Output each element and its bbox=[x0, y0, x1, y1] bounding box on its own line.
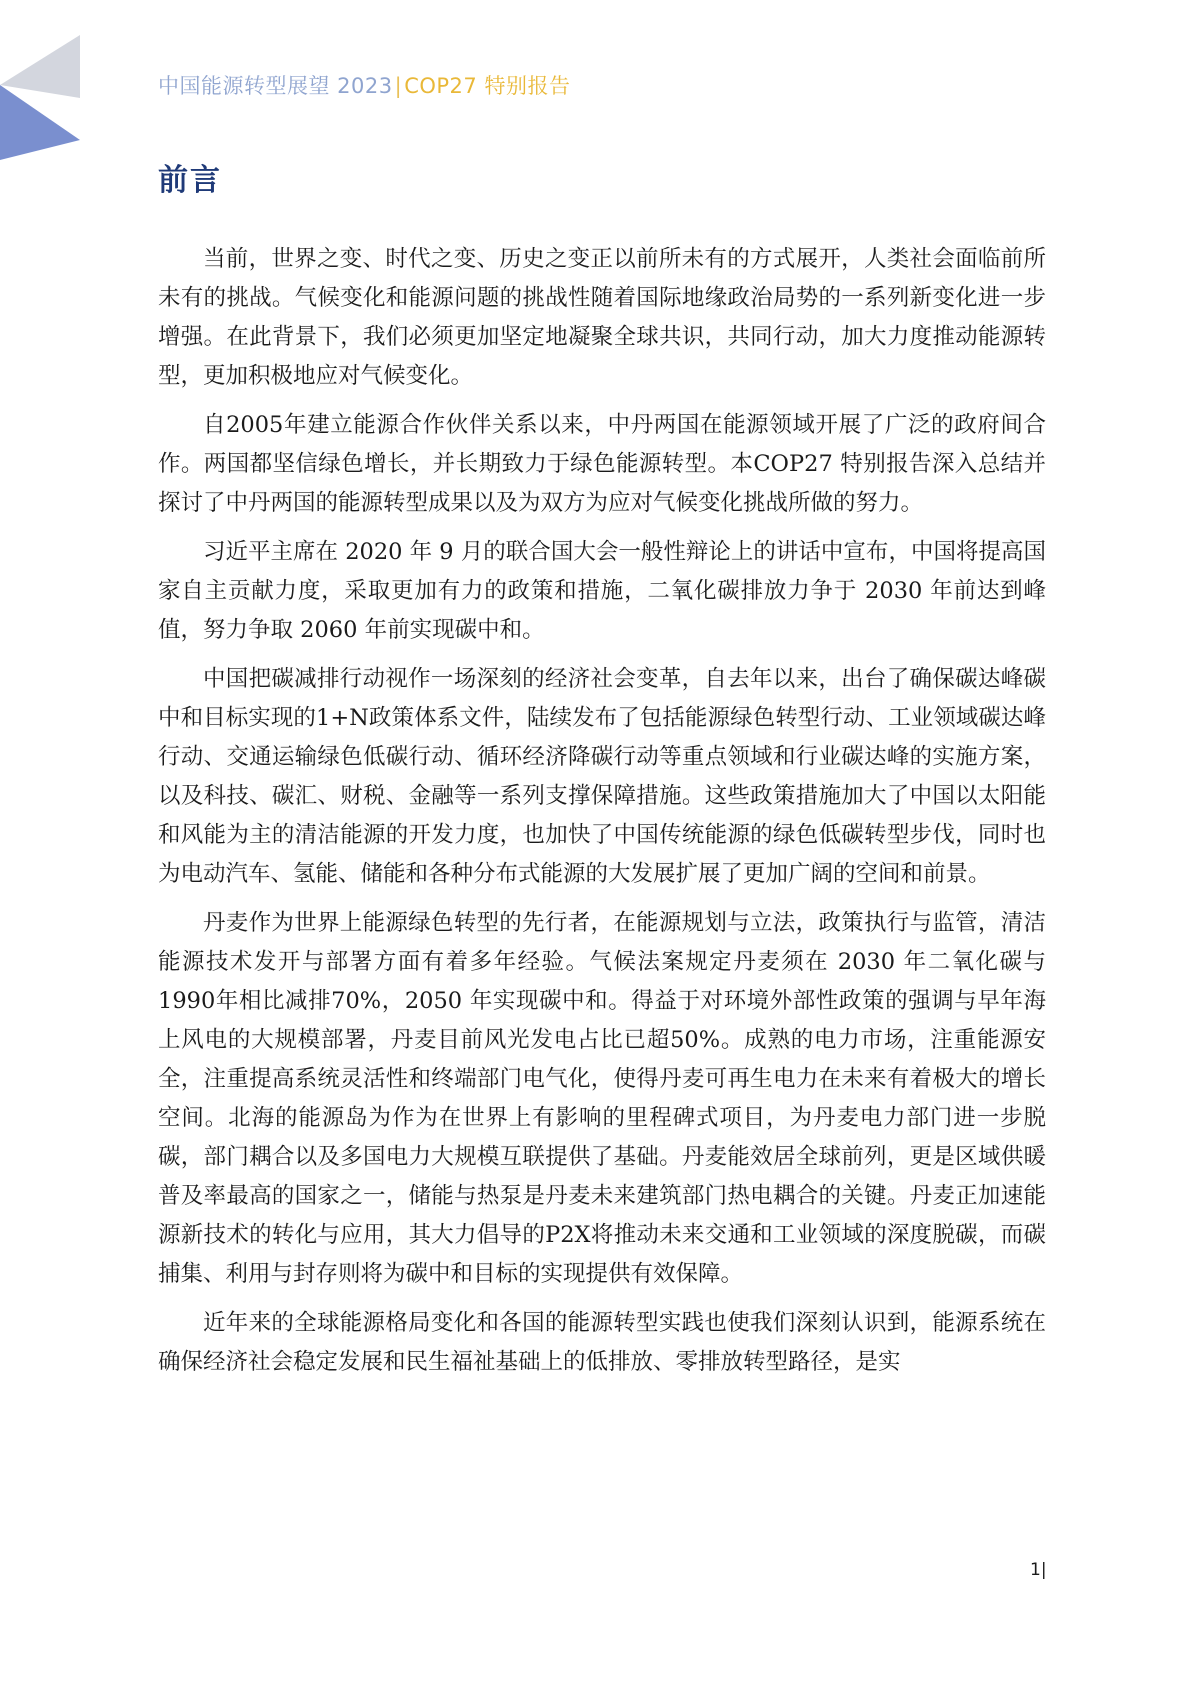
report-title: 中国能源转型展望 2023 bbox=[158, 74, 393, 98]
paragraph: 近年来的全球能源格局变化和各国的能源转型实践也使我们深刻认识到，能源系统在确保经济社会稳定发展和民生福祉基础上的低排放、零排放转型路径，是实 bbox=[158, 1310, 1046, 1375]
corner-decoration bbox=[0, 0, 90, 160]
corner-decoration-light-shape bbox=[0, 35, 80, 98]
header-separator: | bbox=[394, 74, 403, 98]
corner-decoration-dark-shape bbox=[0, 85, 80, 160]
body-text bbox=[158, 240, 1046, 1392]
page-number: 1| bbox=[1030, 1560, 1047, 1580]
page-title: 前言 bbox=[158, 163, 222, 198]
paragraph: 丹麦作为世界上能源绿色转型的先行者，在能源规划与立法，政策执行与监管，清洁能源技术发开与部署方面有着多年经验。气候法案规定丹麦须在 2030 年二氧化碳与1990年相比减排70%，2050 年实现碳中和。得益于对环境外部性政策的强调与早年海上风电的大规模部署，丹麦目前风光发电占比已超50%。成熟的电力市场，注重能源安全，注重提高系统灵活性和终端部门电气化，使得丹麦可再生电力在未来有着极大的增长空间。北海的能源岛为作为在世界上有影响的里程碑式项目，为丹麦电力部门进一步脱碳，部门耦合以及多国电力大规模互联提供了基础。丹麦能效居全球前列，更是区域供暖普及率最高的国家之一，储能与热泵是丹麦未来建筑部门热电耦合的关键。丹麦正加速能源新技术的转化与应用，其大力倡导的P2X将推动未来交通和工业领域的深度脱碳，而碳捕集、利用与封存则将为碳中和目标的实现提供有效保障。 bbox=[158, 910, 1046, 1287]
paragraph: 中国把碳减排行动视作一场深刻的经济社会变革，自去年以来，出台了确保碳达峰碳中和目标实现的1+N政策体系文件，陆续发布了包括能源绿色转型行动、工业领域碳达峰行动、交通运输绿色低碳行动、循环经济降碳行动等重点领域和行业碳达峰的实施方案，以及科技、碳汇、财税、金融等一系列支撑保障措施。这些政策措施加大了中国以太阳能和风能为主的清洁能源的开发力度，也加快了中国传统能源的绿色低碳转型步伐，同时也为电动汽车、氢能、储能和各种分布式能源的大发展扩展了更加广阔的空间和前景。 bbox=[158, 666, 1046, 887]
report-subtitle: COP27 特别报告 bbox=[404, 74, 571, 98]
paragraph: 当前，世界之变、时代之变、历史之变正以前所未有的方式展开，人类社会面临前所未有的挑战。气候变化和能源问题的挑战性随着国际地缘政治局势的一系列新变化进一步增强。在此背景下，我们必须更加坚定地凝聚全球共识，共同行动，加大力度推动能源转型，更加积极地应对气候变化。 bbox=[158, 246, 1046, 389]
paragraph: 自2005年建立能源合作伙伴关系以来，中丹两国在能源领域开展了广泛的政府间合作。两国都坚信绿色增长，并长期致力于绿色能源转型。本COP27 特别报告深入总结并探讨了中丹两国的能源转型成果以及为双方为应对气候变化挑战所做的努力。 bbox=[158, 412, 1046, 516]
running-header bbox=[158, 70, 570, 100]
paragraph: 习近平主席在 2020 年 9 月的联合国大会一般性辩论上的讲话中宣布，中国将提高国家自主贡献力度，采取更加有力的政策和措施，二氧化碳排放力争于 2030 年前达到峰值，努力争取 2060 年前实现碳中和。 bbox=[158, 539, 1046, 643]
